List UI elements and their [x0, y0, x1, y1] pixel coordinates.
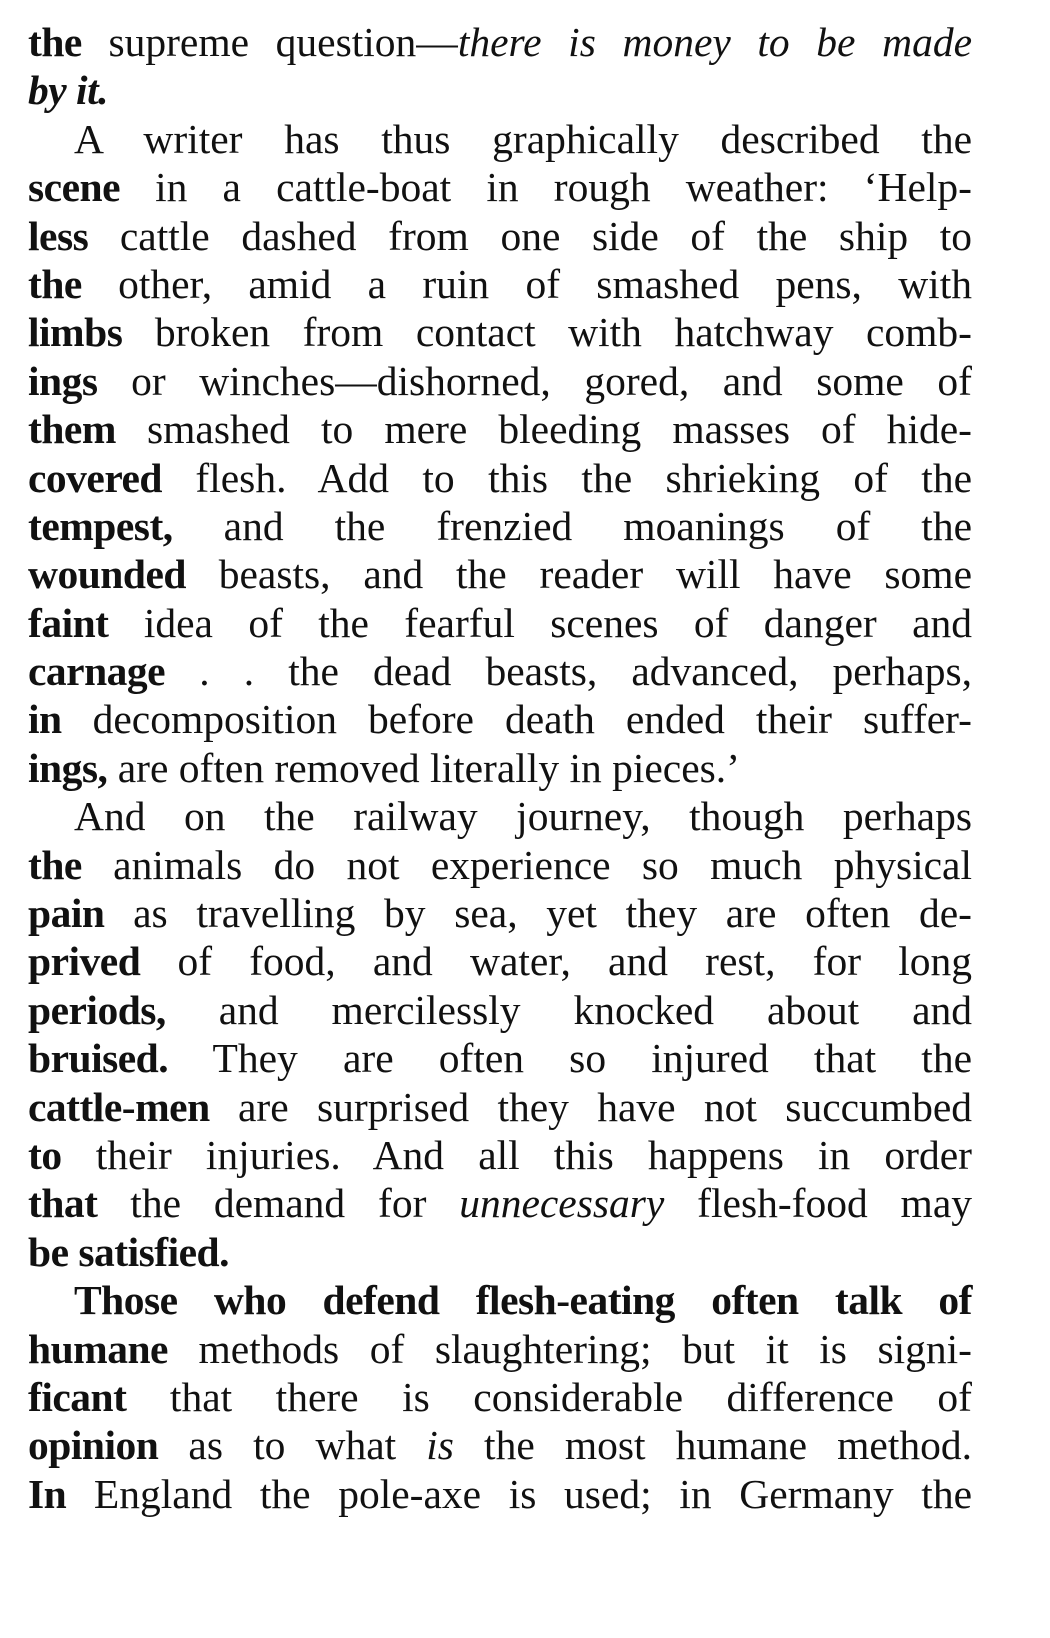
text-line-10: covered flesh. Add to this the shrieking of the — [28, 454, 972, 501]
text-line-20: prived of food, and water, and rest, for long — [28, 938, 972, 985]
text-line-12: wounded beasts, and the reader will have some — [28, 551, 972, 598]
text-line-5: less cattle dashed from one side of the ship to — [28, 212, 972, 259]
text-line-8: ings or winches—dishorned, gored, and some of — [28, 357, 972, 404]
text-line-31: In England the pole-axe is used; in Germany the — [28, 1470, 972, 1517]
book-page — [28, 18, 972, 1518]
text-line-11: tempest, and the frenzied moanings of the — [28, 502, 972, 549]
text-line-23: cattle-men are surprised they have not succumbed — [28, 1083, 972, 1130]
text-line-22: bruised. They are often so injured that the — [28, 1035, 972, 1082]
text-line-3: A writer has thus graphically described the — [74, 115, 972, 162]
text-line-28: humane methods of slaughtering; but it is signi- — [28, 1325, 972, 1372]
text-line-13: faint idea of the fearful scenes of danger and — [28, 599, 972, 646]
text-line-18: the animals do not experience so much physical — [28, 841, 972, 888]
text-line-27: Those who defend flesh-eating often talk of — [74, 1277, 972, 1324]
text-line-2: by it. — [28, 67, 108, 114]
text-line-7: limbs broken from contact with hatchway comb- — [28, 309, 972, 356]
text-line-14: carnage . . the dead beasts, advanced, perhaps, — [28, 648, 972, 695]
text-line-15: in decomposition before death ended their suffer- — [28, 696, 972, 743]
text-line-29: ficant that there is considerable difference of — [28, 1373, 972, 1420]
text-line-19: pain as travelling by sea, yet they are often de- — [28, 890, 972, 937]
text-line-1: the supreme question—there is money to be made — [28, 19, 972, 65]
text-line-17: And on the railway journey, though perhaps — [74, 793, 972, 840]
text-line-26: be satisfied. — [28, 1228, 229, 1275]
text-line-9: them smashed to mere bleeding masses of hide- — [28, 406, 972, 453]
text-line-30: opinion as to what is the most humane method. — [28, 1422, 972, 1469]
text-line-25: that the demand for unnecessary flesh-food may — [28, 1180, 972, 1227]
text-line-21: periods, and mercilessly knocked about and — [28, 986, 972, 1033]
text-line-16: ings, are often removed literally in pieces.’ — [28, 744, 740, 791]
text-line-4: scene in a cattle-boat in rough weather: ‘Help- — [28, 164, 972, 211]
text-line-6: the other, amid a ruin of smashed pens, with — [28, 260, 972, 307]
text-line-24: to their injuries. And all this happens in order — [28, 1131, 972, 1178]
